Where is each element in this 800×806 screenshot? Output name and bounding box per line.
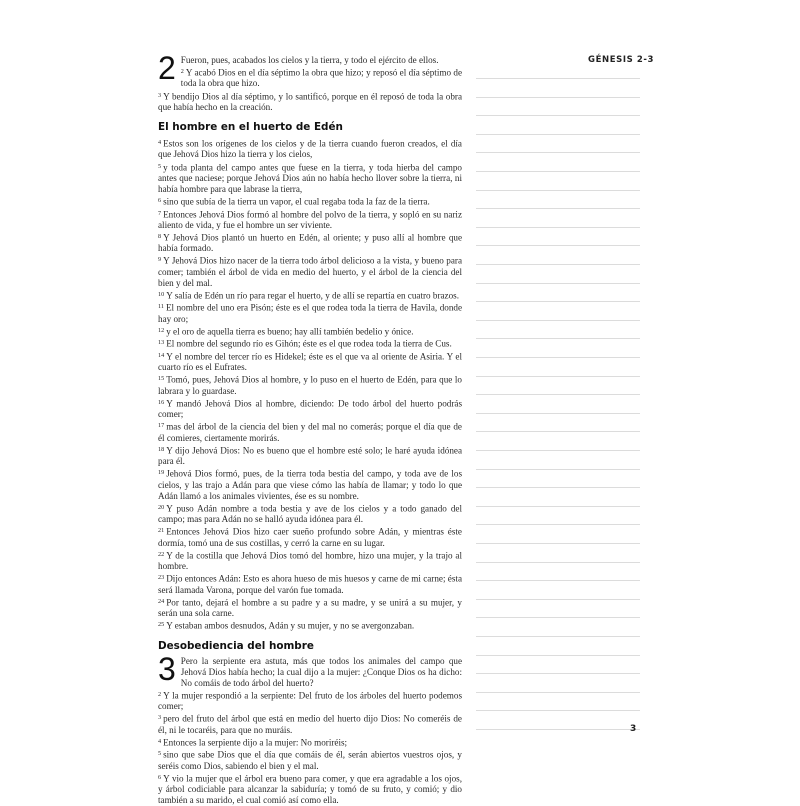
verse-number: 7 — [158, 209, 162, 217]
verse-text: Y Jehová Dios hizo nacer de la tierra todo árbol delicioso a la vista, y bueno para comer; también el árbol de vida en medio del huerto, y el árbol de la ciencia del bien y del mal. — [158, 255, 462, 288]
note-line — [476, 562, 640, 563]
chapter-number-3: 3 — [158, 650, 176, 687]
note-line — [476, 636, 640, 637]
verse — [158, 66, 462, 89]
verse — [158, 650, 462, 689]
verse — [158, 337, 462, 349]
verse-number: 24 — [158, 597, 165, 605]
verse — [158, 161, 462, 196]
note-line — [476, 673, 640, 674]
scripture-text-column — [158, 50, 462, 806]
verse — [158, 444, 462, 467]
verse — [158, 596, 462, 619]
verse-number: 25 — [158, 621, 165, 629]
note-line — [476, 450, 640, 451]
verse-text: Jehová Dios formó, pues, de la tierra toda bestia del campo, y toda ave de los cielos, y las trajo a Adán para que viese cómo las había de llamar; y todo lo que Adán llamó a los animales vivientes, ése es su nombre. — [158, 468, 462, 501]
verse-text: sino que subía de la tierra un vapor, el cual regaba toda la faz de la tierra. — [163, 196, 430, 207]
verse — [158, 289, 462, 301]
note-line — [476, 487, 640, 488]
verse — [158, 373, 462, 396]
verse — [158, 712, 462, 735]
verse — [158, 420, 462, 443]
note-line — [476, 245, 640, 246]
note-line — [476, 264, 640, 265]
verse-number: 2 — [180, 68, 184, 76]
verse — [158, 467, 462, 502]
chapter-number-2: 2 — [158, 50, 176, 86]
note-line — [476, 394, 640, 395]
verse-text: y toda planta del campo antes que fuese en la tierra, y toda hierba del campo antes que naciese; porque Jehová Dios aún no había hecho llover sobre la tierra, ni había hombre para que labrase la tierra, — [158, 161, 462, 195]
verse-text: Y vio la mujer que el árbol era bueno para comer, y que era agradable a los ojos, y árbol codiciable para alcanzar la sabiduría; y tomó de su fruto, y comió; y dio también a su marido, el cual comió así como ella. — [158, 772, 462, 806]
verse-text: Pero la serpiente era astuta, más que todos los animales del campo que Jehová Dios había hecho; la cual dijo a la mujer: ¿Conque Dios os ha dicho: No comáis de todo árbol del huerto? — [180, 655, 462, 688]
note-line — [476, 208, 640, 209]
note-line — [476, 97, 640, 98]
verse-text: Y el nombre del tercer río es Hidekel; éste es el que va al oriente de Asiria. Y el cuarto río es el Eufrates. — [158, 351, 462, 373]
verse-number: 4 — [158, 139, 162, 147]
verse-text: pero del fruto del árbol que está en medio del huerto dijo Dios: No comeréis de él, ni le tocaréis, para que no muráis. — [158, 713, 462, 735]
chapter-2-block — [158, 50, 462, 113]
verse-number: 13 — [158, 339, 165, 347]
note-line — [476, 152, 640, 153]
verse — [158, 502, 462, 525]
verse-number: 8 — [158, 233, 162, 240]
verse-number: 11 — [158, 303, 164, 311]
chapter-3-verses — [158, 650, 462, 806]
verse — [158, 525, 462, 548]
note-line — [476, 710, 640, 711]
note-line — [476, 469, 640, 470]
note-line — [476, 171, 640, 172]
verse-text: Y la mujer respondió a la serpiente: Del fruto de los árboles del huerto podemos comer; — [158, 690, 462, 712]
verse — [158, 325, 462, 337]
chapter-3-block — [158, 650, 462, 806]
verse-text: Fueron, pues, acabados los cielos y la tierra, y todo el ejército de ellos. — [180, 55, 439, 65]
note-line — [476, 134, 640, 135]
verse — [158, 350, 462, 373]
verse-text: Y puso Adán nombre a toda bestia y ave de los cielos y a todo ganado del campo; mas para Adán no se halló ayuda idónea para él. — [158, 503, 462, 525]
verse-number: 19 — [158, 469, 165, 477]
verse — [158, 619, 462, 631]
verse-text: El nombre del segundo río es Gihón; éste es el que rodea toda la tierra de Cus. — [166, 338, 452, 349]
verse-number: 5 — [158, 162, 162, 170]
note-line — [476, 115, 640, 116]
verse-number: 6 — [158, 197, 162, 205]
verse-number: 2 — [158, 690, 162, 698]
verse — [158, 748, 462, 771]
note-line — [476, 376, 640, 377]
note-line — [476, 227, 640, 228]
verse-text: Y Jehová Dios plantó un huerto en Edén, al oriente; y puso allí al hombre que había formado. — [158, 232, 462, 254]
verse-text: Entonces Jehová Dios hizo caer sueño profundo sobre Adán, y mientras éste dormía, tomó una de sus costillas, y cerró la carne en su lugar. — [158, 526, 462, 548]
verse-text: Y dijo Jehová Dios: No es bueno que el hombre esté solo; le haré ayuda idónea para él. — [158, 444, 462, 467]
verse — [158, 301, 462, 324]
note-line — [476, 506, 640, 507]
verse — [158, 736, 462, 748]
verse-number: 23 — [158, 574, 165, 582]
verse-number: 18 — [158, 445, 165, 453]
verse-text: Tomó, pues, Jehová Dios al hombre, y lo puso en el huerto de Edén, para que lo labrara y lo guardase. — [158, 374, 462, 396]
note-line — [476, 338, 640, 339]
verse — [158, 689, 462, 712]
verse-text: Entonces Jehová Dios formó al hombre del polvo de la tierra, y sopló en su nariz aliento de vida, y fue el hombre un ser viviente. — [158, 208, 462, 230]
verse-text: Y estaban ambos desnudos, Adán y su mujer, y no se avergonzaban. — [166, 620, 415, 631]
verse — [158, 137, 462, 160]
verse-number: 10 — [158, 291, 165, 299]
verse — [158, 397, 462, 420]
verse-number: 15 — [158, 375, 165, 383]
verse-text: y el oro de aquella tierra es bueno; hay allí también bedelio y ónice. — [166, 326, 414, 337]
verse-text: Y bendijo Dios al día séptimo, y lo santificó, porque en él reposó de toda la obra que había hecho en la creación. — [158, 90, 462, 112]
note-line — [476, 524, 640, 525]
verse-number: 14 — [158, 351, 165, 359]
verse-text: sino que sabe Dios que el día que comáis de él, serán abiertos vuestros ojos, y seréis como Dios, sabiendo el bien y el mal. — [158, 749, 462, 771]
note-line — [476, 190, 640, 191]
verse — [158, 208, 462, 231]
section-heading-eden: El hombre en el huerto de Edén — [158, 121, 343, 134]
note-line — [476, 580, 640, 581]
verse-number: 20 — [158, 503, 165, 511]
verse-number: 9 — [158, 256, 162, 264]
note-line — [476, 78, 640, 79]
verse — [158, 549, 462, 572]
verse-text: Por tanto, dejará el hombre a su padre y a su madre, y se unirá a su mujer, y serán una sola carne. — [158, 596, 462, 619]
note-line — [476, 301, 640, 302]
verse-number: 3 — [158, 91, 162, 99]
running-head: GÉNESIS 2-3 — [588, 55, 655, 65]
note-line — [476, 357, 640, 358]
verse-text: mas del árbol de la ciencia del bien y del mal no comerás; porque el día que de él comieres, ciertamente morirás. — [158, 421, 462, 443]
verse-number: 21 — [158, 527, 165, 535]
verse-text: Y salía de Edén un río para regar el huerto, y de allí se repartía en cuatro brazos. — [166, 290, 459, 301]
verse-text: Y acabó Dios en el día séptimo la obra que hizo; y reposó el día séptimo de toda la obra que hizo. — [180, 67, 462, 89]
verse-number: 6 — [158, 773, 162, 781]
verse-number: 3 — [158, 714, 162, 722]
verse-text: Y mandó Jehová Dios al hombre, diciendo: De todo árbol del huerto podrás comer; — [158, 397, 462, 420]
page-number: 3 — [630, 724, 637, 734]
section-eden-verses — [158, 137, 462, 631]
verse-number: 4 — [158, 737, 162, 745]
verse-number: 12 — [158, 326, 165, 334]
verse — [158, 572, 462, 595]
verse-text: Entonces la serpiente dijo a la mujer: No moriréis; — [163, 737, 348, 748]
verse — [158, 772, 462, 806]
section-heading-disobedience: Desobediencia del hombre — [158, 639, 314, 652]
verse — [158, 90, 462, 113]
verse-text: El nombre del uno era Pisón; éste es el que rodea toda la tierra de Havila, donde hay oro; — [158, 302, 462, 324]
verse-text: Y de la costilla que Jehová Dios tomó del hombre, hizo una mujer, y la trajo al hombre. — [158, 549, 462, 572]
verse — [158, 55, 462, 66]
note-line — [476, 692, 640, 693]
note-line — [476, 413, 640, 414]
verse-text: Estos son los orígenes de los cielos y de la tierra cuando fueron creados, el día que Jehová Dios hizo la tierra y los cielos, — [158, 138, 462, 160]
verse-number: 5 — [158, 750, 162, 758]
note-line — [476, 320, 640, 321]
verse-number: 17 — [158, 422, 165, 430]
note-line — [476, 655, 640, 656]
chapter-2-verses — [158, 50, 462, 113]
note-line — [476, 599, 640, 600]
note-line — [476, 543, 640, 544]
note-line — [476, 431, 640, 432]
verse — [158, 231, 462, 254]
verse — [158, 195, 462, 207]
note-line — [476, 283, 640, 284]
note-line — [476, 729, 640, 730]
verse — [158, 254, 462, 289]
verse-number: 16 — [158, 398, 165, 406]
note-line — [476, 617, 640, 618]
verse-number: 22 — [158, 550, 165, 558]
verse-text: Dijo entonces Adán: Esto es ahora hueso de mis huesos y carne de mi carne; ésta será llamada Varona, porque del varón fue tomada. — [158, 573, 462, 595]
